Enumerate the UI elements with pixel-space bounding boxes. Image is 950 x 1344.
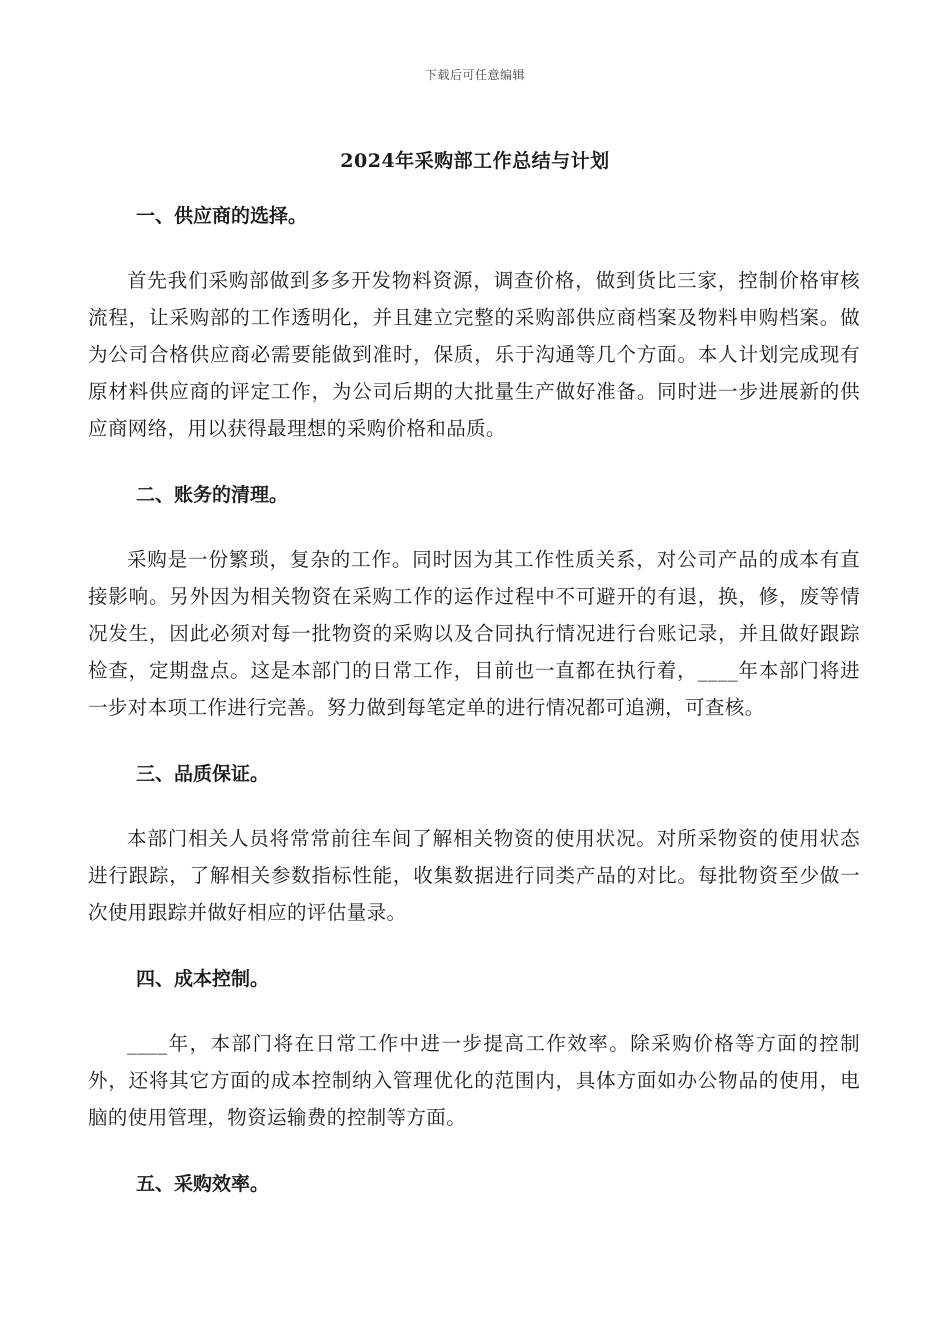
document-body <box>88 200 860 1200</box>
section-1 <box>88 200 860 479</box>
section-heading: 四、成本控制。 <box>136 968 270 990</box>
section-heading: 五、采购效率。 <box>136 1173 270 1195</box>
section-heading: 三、品质保证。 <box>136 763 270 785</box>
section-paragraph: 首先我们采购部做到多多开发物料资源，调查价格，做到货比三家，控制价格审核流程，让采购部的工作透明化，并且建立完整的采购部供应商档案及物料申购档案。做为公司合格供应商必需要能做到准时，保质，乐于沟通等几个方面。本人计划完成现有原材料供应商的评定工作，为公司后期的大批量生产做好准备。同时进一步进展新的供应商网络，用以获得最理想的采购价格和品质。 <box>88 269 860 440</box>
section-3 <box>88 758 860 963</box>
section-paragraph: 采购是一份繁琐，复杂的工作。同时因为其工作性质关系，对公司产品的成本有直接影响。另外因为相关物资在采购工作的运作过程中不可避开的有退，换，修，废等情况发生，因此必须对每一批物资的采购以及合同执行情况进行台账记录，并且做好跟踪检查，定期盘点。这是本部门的日常工作，目前也一直都在执行着，____年本部门将进一步对本项工作进行完善。努力做到每笔定单的进行情况都可追溯，可查核。 <box>88 548 860 719</box>
section-paragraph: 本部门相关人员将常常前往车间了解相关物资的使用状况。对所采物资的使用状态进行跟踪，了解相关参数指标性能，收集数据进行同类产品的对比。每批物资至少做一次使用跟踪并做好相应的评估量录。 <box>88 827 860 924</box>
section-heading: 一、供应商的选择。 <box>136 205 308 227</box>
header-note: 下载后可任意编辑 <box>424 68 525 82</box>
section-heading: 二、账务的清理。 <box>136 484 289 506</box>
document-title: 2024年采购部工作总结与计划 <box>340 150 610 172</box>
section-2 <box>88 479 860 758</box>
section-paragraph: ____年，本部门将在日常工作中进一步提高工作效率。除采购价格等方面的控制外，还将其它方面的成本控制纳入管理优化的范围内，具体方面如办公物品的使用，电脑的使用管理，物资运输费的控制等方面。 <box>88 1032 860 1129</box>
section-4 <box>88 963 860 1168</box>
section-5 <box>88 1168 860 1200</box>
